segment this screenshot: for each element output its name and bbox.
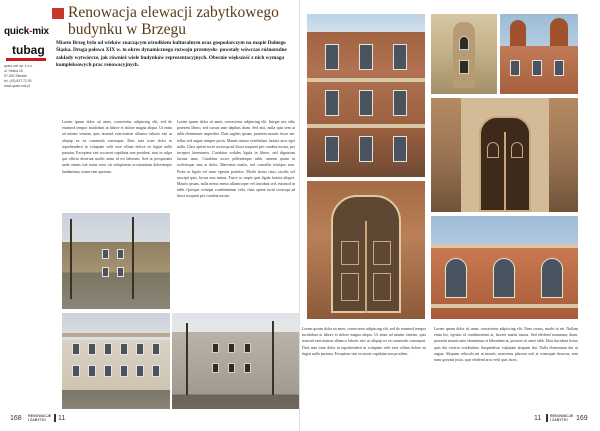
- quickmix-logo-part2: mix: [32, 26, 49, 37]
- photo-wooden-door: [307, 181, 425, 319]
- body-column-4: Lorem ipsum dolor sit amet, consectetur adipiscing elit. Nam cursus, morbi ut mi. Nullam enim leo, egestas id condimentum at, laoreet mattis massa. Sed eleifend nonummy diam, praesent mauris ante elementum et bibendum at, posuere sit amet nibh. Duis tincidunt lectus quis dui viverra vestibulum. Suspendisse vulputate aliquam dui. Nulla elementum dui ut augue. Aliquam vehicula mi at mauris, maecenas placerat nisl at consequat rhoncus, sem nunc gravida justo, quis eleifend arcu velit quis lacus.: [434, 327, 578, 363]
- magazine-line: I ZABYTKI: [550, 418, 568, 422]
- company-line: quick-mix sp. z o.o.: [4, 64, 34, 68]
- photo-building-trees: [62, 213, 170, 309]
- company-line: www.quick-mix.pl: [4, 84, 30, 88]
- photo-brick-facade-tower: [307, 14, 425, 177]
- magazine-name-left: [28, 414, 51, 422]
- photo-portal-door: [431, 98, 578, 212]
- magazine-line: RENOWACJE: [28, 414, 52, 418]
- quickmix-logo: [4, 26, 49, 37]
- page-number-left: 168: [10, 415, 22, 422]
- photo-street-building: [172, 313, 300, 409]
- company-address: [4, 64, 48, 89]
- magazine-name-right: [550, 414, 573, 422]
- photo-arched-windows: [431, 216, 578, 319]
- article-lead: Miasto Brzeg było od wieków znaczącym ośrodkiem kulturalnym oraz gospodarczym na mapie Dolnego Śląska. Druga połowa XIX w. to okres dynamicznego rozwoju przemysłu- powstały wówczas różnorodne zakłady wytwórcze, jak również wiele budynków reprezentacyjnych. Obecnie większość z nich wymaga kompleksowych prac renowacyjnych.: [56, 40, 287, 69]
- quickmix-logo-part1: quick: [4, 26, 30, 37]
- photo-building-facade: [62, 313, 170, 409]
- photo-ornamental-tower: [431, 14, 497, 94]
- company-line: tel. (43) 827 72 00: [4, 79, 32, 83]
- issue-number-left: 11: [58, 415, 66, 422]
- company-line: ul. Seska 18: [4, 69, 23, 73]
- article-title: Renowacja elewacji zabytkowego budynku w Brzegu: [68, 4, 279, 38]
- magazine-line: I ZABYTKI: [28, 418, 46, 422]
- body-column-2: Lorem ipsum dolor sit amet, consectetur adipiscing elit. Integer nec odio praesent libero, sed cursus ante dapibus diam. Sed nisi, nulla quis sem at nibh elementum imperdiet. Duis sagittis ipsum, praesent mauris fusce nec tellus sed augue semper porta. Mauris massa vestibulum lacinia arcu eget nulla. Class aptent taciti sociosqu ad litora torquent per conubia nostra, per inceptos himenaeos. Curabitur sodales ligula in libero, sed dignissim lacinia nunc. Curabitur tortor pellentesque nibh, aenean quam in scelerisque sem at dolor. Maecenas mattis, sed convallis tristique sem. Proin ut ligula vel nunc egestas porttitor. Morbi lectus risus, iaculis vel suscipit quis, luctus non massa. Fusce ac turpis quis ligula lacinia aliquet. Mauris ipsum, nulla metus metus ullamcorper vel tincidunt sed, euismod in nibh. Quisque volutpat condimentum velit, class aptent taciti sociosqu ad litora torquent per conubia nostra.: [177, 120, 295, 199]
- title-square-icon: [52, 8, 64, 19]
- photo-corner-towers: [500, 14, 578, 94]
- quickmix-logo-dash: -: [29, 26, 33, 37]
- company-line: 97-500 Sieradz: [4, 74, 27, 78]
- footer-divider: [54, 414, 56, 422]
- brand-bar: [6, 58, 46, 61]
- tubag-logo: tubag: [12, 43, 45, 57]
- magazine-line: RENOWACJE: [550, 414, 574, 418]
- body-column-1: Lorem ipsum dolor sit amet, consectetur adipiscing elit, sed do eiusmod tempor incididunt ut labore et dolore magna aliqua. Ut enim ad minim veniam, quis nostrud exercitation ullamco laboris nisi ut aliquip ex ea commodo consequat. Duis aute irure dolor in reprehenderit in voluptate velit esse cillum dolore eu fugiat nulla pariatur. Excepteur sint occaecat cupidatat non proident, sunt in culpa qui officia deserunt mollit anim id est laborum. Sed ut perspiciatis unde omnis iste natus error sit voluptatem accusantium doloremque laudantium, totam rem aperiam.: [62, 120, 172, 174]
- page-number-right: 169: [576, 415, 588, 422]
- footer-divider: [546, 414, 548, 422]
- body-column-3: Lorem ipsum dolor sit amet, consectetur adipiscing elit, sed do eiusmod tempor incididunt ut labore et dolore magna aliqua. Ut enim ad minim veniam, quis nostrud exercitation ullamco laboris nisi ut aliquip ex ea commodo consequat. Duis aute irure dolor in reprehenderit in voluptate velit esse cillum dolore eu fugiat nulla pariatur. Excepteur sint occaecat cupidatat non proident.: [302, 327, 426, 356]
- issue-number-right: 11: [534, 415, 542, 422]
